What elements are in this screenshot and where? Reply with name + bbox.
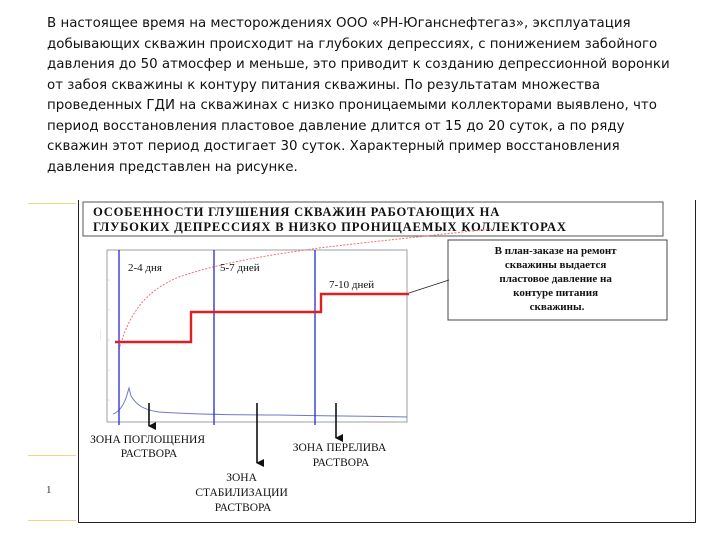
decorative-rule-top	[28, 203, 76, 204]
margin-mark: 1	[46, 484, 52, 496]
plot-area	[107, 250, 407, 422]
figure-title-line-1: ОСОБЕННОСТИ ГЛУШЕНИЯ СКВАЖИН РАБОТАЮЩИХ НА	[93, 205, 501, 219]
period-label-3: 7-10 дней	[329, 279, 375, 291]
zone-stabilization-label: ЗОНА СТАБИЛИЗАЦИИ РАСТВОРА	[195, 472, 288, 514]
figure-title-line-2: ГЛУБОКИХ ДЕПРЕССИЯХ В НИЗКО ПРОНИЦАЕМЫХ КОЛЛЕКТОРАХ	[93, 220, 567, 234]
zone-absorption-label: ЗОНА ПОГЛОЩЕНИЯ РАСТВОРА	[90, 434, 206, 460]
pressure-recovery-figure	[78, 200, 696, 523]
note-pointer	[409, 280, 449, 293]
period-label-2: 5-7 дней	[220, 262, 260, 274]
y-axis-tick-text: .........	[97, 329, 102, 340]
decorative-rule-middle	[28, 455, 76, 456]
period-label-1: 2-4 дня	[128, 262, 162, 274]
zone-overflow-label: ЗОНА ПЕРЕЛИВА РАСТВОРА	[292, 442, 387, 469]
intro-paragraph: В настоящее время на месторождениях ООО «РН-Юганснефтегаз», эксплуатация добывающих скважин происходит на глубоких депрессиях, с понижением забойного давления до 50 атмосфер и меньше, это приводит к созданию депрессионной воронки от забоя скважины к контуру питания скважины. По результатам множества проведенных ГДИ на скважинах с низко проницаемыми коллекторами выявлено, что период восстановления пластовое давление длится от 15 до 20 суток, а по ряду скважин этот период достигает 30 суток. Характерный пример восстановления давления представлен на рисунке.	[47, 16, 670, 175]
note-text: В план-заказе на ремонт скважины выдается пластовое давление на контуре питания скважины.	[494, 245, 617, 313]
decorative-rule-bottom	[28, 520, 76, 521]
figure-canvas	[79, 200, 695, 522]
